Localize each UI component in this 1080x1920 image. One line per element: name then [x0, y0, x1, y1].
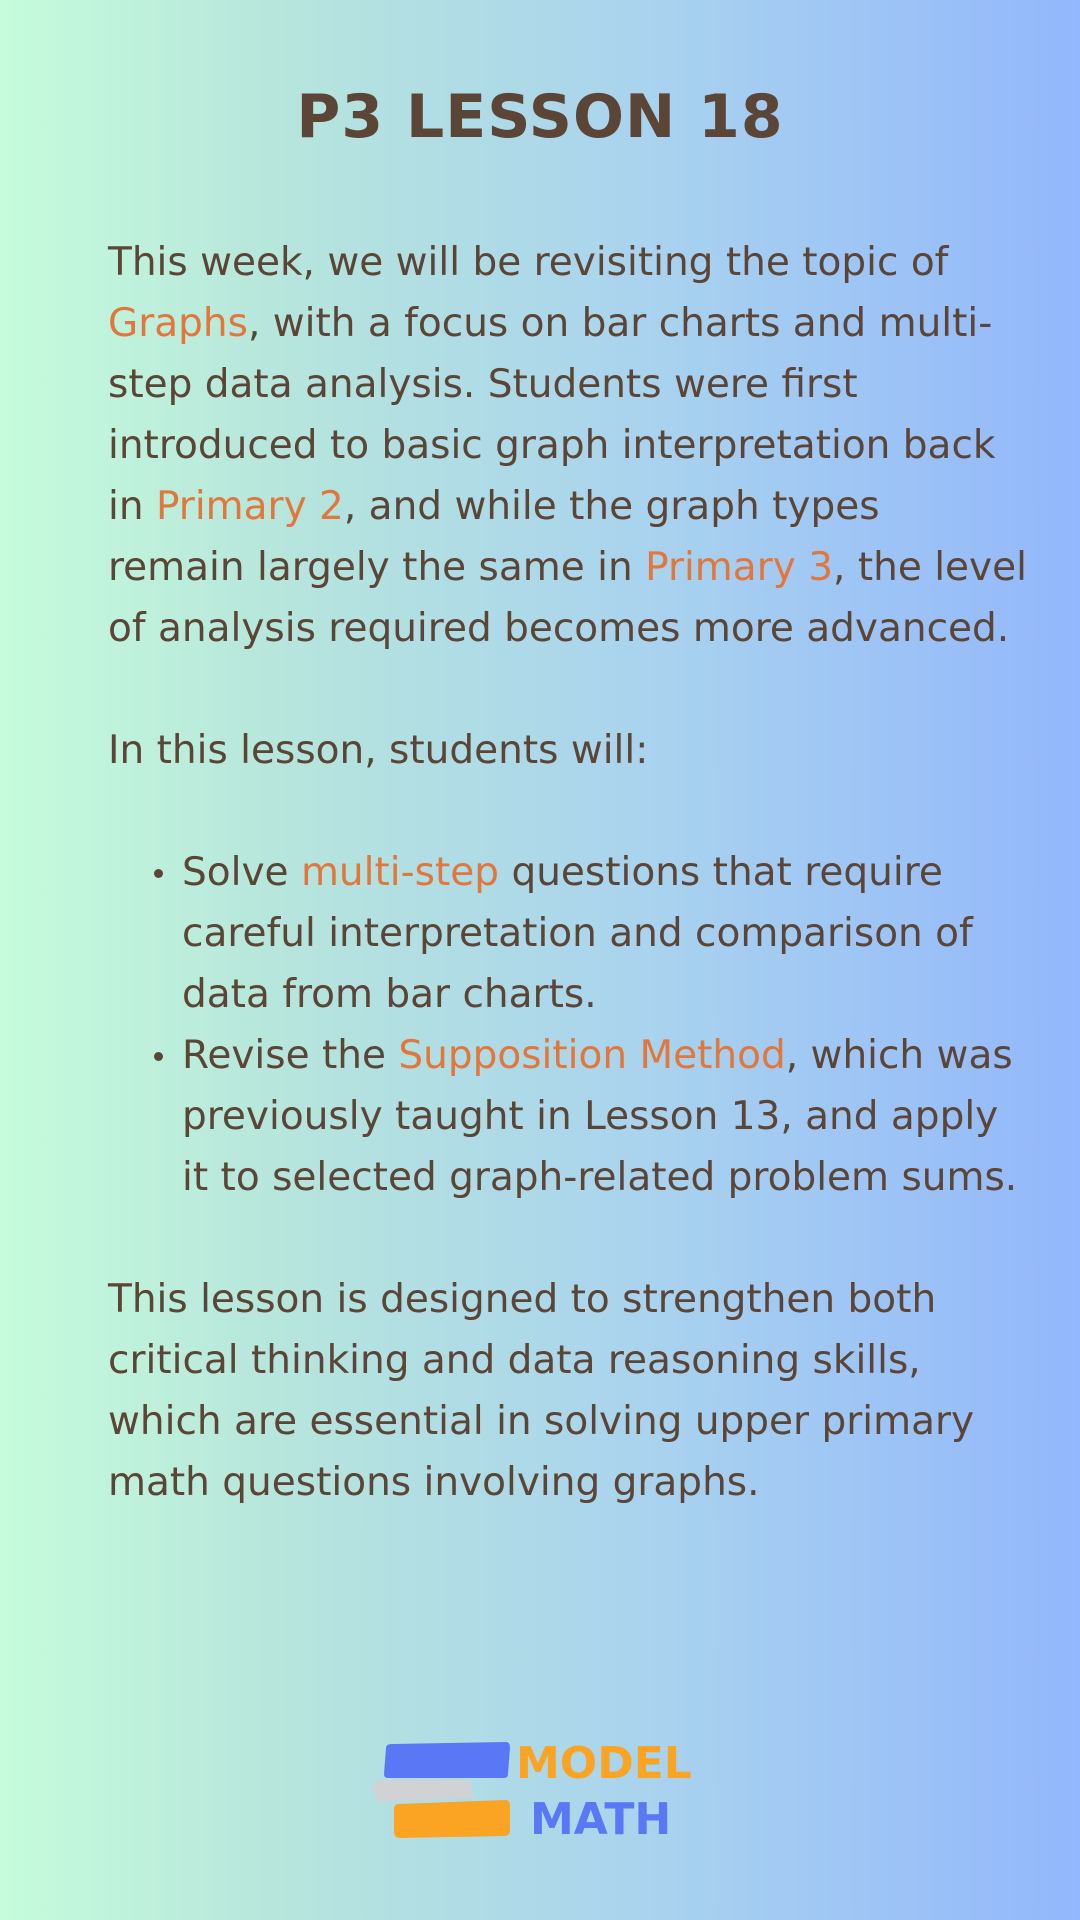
- highlight-graphs: Graphs: [108, 301, 248, 346]
- logo-text-math: MATH: [530, 1794, 672, 1845]
- logo-bar-blue: [384, 1742, 510, 1778]
- intro-text: This week, we will be revisiting the topic of: [108, 240, 949, 285]
- bullet-text: Revise the: [182, 1033, 399, 1078]
- list-item: [182, 1025, 1028, 1208]
- logo-text-model: MODEL: [516, 1740, 692, 1789]
- highlight-supposition-method: Supposition Method: [398, 1033, 786, 1078]
- intro-text: , and while the graph types remain largely the same in: [108, 484, 880, 590]
- highlight-primary-2: Primary 2: [155, 484, 344, 529]
- intro-paragraph: [108, 232, 1028, 659]
- logo-bar-gray: [372, 1780, 474, 1802]
- closing-paragraph: This lesson is designed to strengthen both critical thinking and data reasoning skills, which are essential in solving upper primary math questions involving graphs.: [108, 1277, 975, 1505]
- page-title: P3 LESSON 18: [296, 82, 784, 152]
- model-math-logo: [370, 1740, 710, 1850]
- spacer: [108, 659, 1028, 720]
- bullet-text: Solve: [182, 850, 301, 895]
- highlight-multi-step: multi-step: [300, 850, 500, 895]
- intro-text: , with a focus on bar charts and multi-step data analysis. Students were first introduced to basic graph interpretation back in: [108, 301, 996, 529]
- bullet-text: , which was previously taught in Lesson 13, and apply it to selected graph-related problem sums.: [182, 1033, 1018, 1200]
- objectives-list: [108, 842, 1028, 1208]
- list-item: [182, 842, 1028, 1025]
- bullet-text: questions that require careful interpretation and comparison of data from bar charts.: [182, 850, 973, 1017]
- lead-paragraph: In this lesson, students will:: [108, 728, 649, 773]
- intro-text: , the level of analysis required becomes more advanced.: [108, 545, 1027, 651]
- highlight-primary-3: Primary 3: [645, 545, 834, 590]
- logo-bar-orange: [394, 1800, 510, 1838]
- lesson-content: [108, 232, 1028, 1513]
